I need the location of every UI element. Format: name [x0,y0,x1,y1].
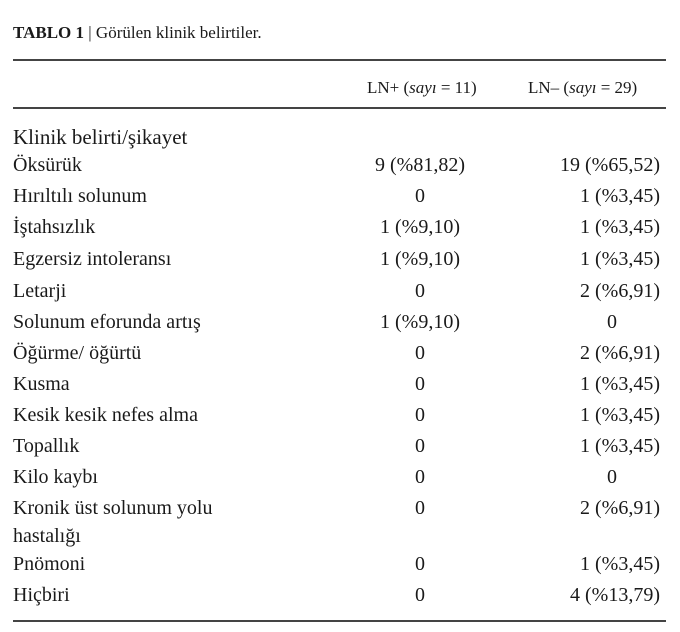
ln-positive-value: 9 (%81,82) [375,154,465,176]
ln-positive-value: 0 [415,185,425,207]
ln-positive-value: 0 [415,373,425,395]
header-ln-positive-italic: sayı [409,78,437,97]
caption-label: TABLO 1 [13,23,85,42]
ln-negative-value: 19 (%65,52) [560,154,660,176]
table-row [0,550,680,581]
table-row [0,213,680,244]
table-row [0,581,680,612]
ln-negative-value: 2 (%6,91) [580,342,660,364]
ln-positive-value: 0 [415,584,425,606]
ln-positive-value: 0 [415,497,425,519]
symptom-name: Egzersiz intoleransı [13,248,172,270]
table-caption [13,22,262,44]
symptom-name: Öğürme/ öğürtü [13,342,142,364]
header-ln-negative-italic: sayı [569,78,597,97]
ln-positive-value: 0 [415,435,425,457]
symptom-name: Letarji [13,280,67,302]
table-row [0,432,680,463]
ln-negative-value: 4 (%13,79) [570,584,660,606]
symptom-name: Pnömoni [13,553,86,575]
ln-negative-value: 1 (%3,45) [580,435,660,457]
header-ln-positive-prefix: LN+ ( [367,78,410,97]
ln-negative-value: 1 (%3,45) [580,553,660,575]
ln-negative-value: 2 (%6,91) [580,280,660,302]
symptom-name: Hiçbiri [13,584,70,606]
ln-negative-value: 2 (%6,91) [580,497,660,519]
ln-negative-value: 0 [607,311,617,333]
table-row [0,151,680,182]
symptom-name: Topallık [13,435,80,457]
symptom-name: Kronik üst solunum yolu hastalığı [13,497,213,547]
header-ln-positive-suffix: = 11) [436,78,477,97]
top-rule [13,59,666,61]
table-row [0,308,680,339]
table-row [0,494,680,552]
symptom-name: Kusma [13,373,70,395]
ln-negative-value: 1 (%3,45) [580,185,660,207]
symptom-name: Öksürük [13,154,82,176]
header-ln-negative-suffix: = 29) [596,78,638,97]
ln-positive-value: 1 (%9,10) [380,248,460,270]
symptom-name: Kesik kesik nefes alma [13,404,198,426]
ln-positive-value: 0 [415,342,425,364]
ln-positive-value: 1 (%9,10) [380,216,460,238]
symptom-name: İştahsızlık [13,216,96,238]
ln-negative-value: 1 (%3,45) [580,373,660,395]
ln-negative-value: 1 (%3,45) [580,248,660,270]
ln-negative-value: 1 (%3,45) [580,216,660,238]
ln-positive-value: 0 [415,404,425,426]
table-row [0,182,680,213]
table-row [0,339,680,370]
table-row [0,245,680,276]
ln-positive-value: 0 [415,466,425,488]
header-rule [13,107,666,109]
bottom-rule [13,620,666,622]
ln-negative-value: 1 (%3,45) [580,404,660,426]
symptom-name: Hırıltılı solunum [13,185,147,207]
header-ln-positive [367,77,477,99]
caption-separator: | [84,23,96,42]
table-row [0,277,680,308]
table-row [0,401,680,432]
section-title: Klinik belirti/şikayet [13,125,188,149]
table-row [0,463,680,494]
symptom-name: Solunum eforunda artış [13,311,201,333]
header-ln-negative [528,77,637,99]
ln-positive-value: 1 (%9,10) [380,311,460,333]
table-row [0,370,680,401]
header-ln-negative-prefix: LN– ( [528,78,570,97]
ln-negative-value: 0 [607,466,617,488]
ln-positive-value: 0 [415,553,425,575]
ln-positive-value: 0 [415,280,425,302]
caption-text: Görülen klinik belirtiler. [95,23,262,42]
symptom-name: Kilo kaybı [13,466,98,488]
